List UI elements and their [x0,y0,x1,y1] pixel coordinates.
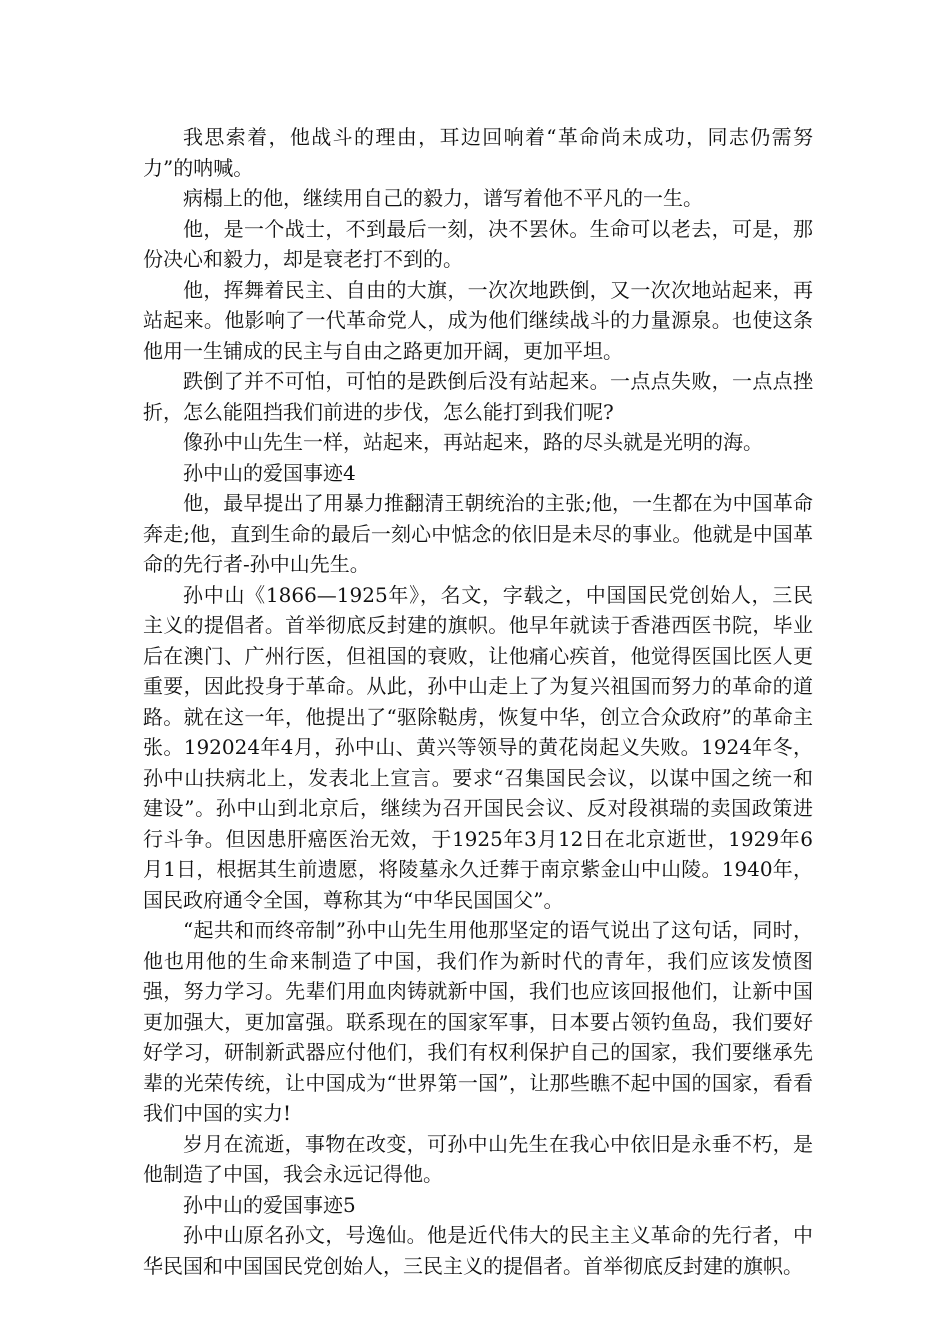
paragraph: 孙中山原名孙文，号逸仙。他是近代伟大的民主主义革命的先行者，中华民国和中国国民党创始人，三民主义的提倡者。首举彻底反封建的旗帜。 [143,1223,813,1278]
paragraph: 跌倒了并不可怕，可怕的是跌倒后没有站起来。一点点失败，一点点挫折，怎么能阻挡我们前进的步伐，怎么能打到我们呢? [143,369,813,424]
paragraph: 他，最早提出了用暴力推翻清王朝统治的主张;他，一生都在为中国革命奔走;他，直到生命的最后一刻心中惦念的依旧是未尽的事业。他就是中国革命的先行者-孙中山先生。 [143,491,813,576]
paragraph: 他，是一个战士，不到最后一刻，决不罢休。生命可以老去，可是，那份决心和毅力，却是衰老打不到的。 [143,216,813,271]
section-heading: 孙中山的爱国事迹5 [183,1192,356,1217]
paragraph: “起共和而终帝制”孙中山先生用他那坚定的语气说出了这句话，同时，他也用他的生命来制造了中国，我们作为新时代的青年，我们应该发愤图强，努力学习。先辈们用血肉铸就新中国，我们也应该回报他们，让新中国更加强大，更加富强。联系现在的国家军事，日本要占领钓鱼岛，我们要好好学习，研制新武器应付他们，我们有权利保护自己的国家，我们要继承先辈的光荣传统，让中国成为“世界第一国”，让那些瞧不起中国的国家，看看我们中国的实力! [143,918,813,1125]
paragraph: 他，挥舞着民主、自由的大旗，一次次地跌倒，又一次次地站起来，再站起来。他影响了一代革命党人，成为他们继续战斗的力量源泉。也使这条他用一生铺成的民主与自由之路更加开阔，更加平坦。 [143,277,813,363]
paragraph: 岁月在流逝，事物在改变，可孙中山先生在我心中依旧是永垂不朽，是他制造了中国，我会永远记得他。 [143,1131,813,1186]
paragraph: 孙中山《1866—1925年》，名文，字载之，中国国民党创始人，三民主义的提倡者。首举彻底反封建的旗帜。他早年就读于香港西医书院，毕业后在澳门、广州行医，但祖国的衰败，让他痛心疾首，他觉得医国比医人更重要，因此投身于革命。从此，孙中山走上了为复兴祖国而努力的革命的道路。就在这一年，他提出了“驱除鞑虏，恢复中华，创立合众政府”的革命主张。192024年4月，孙中山、黄兴等领导的黄花岗起义失败。1924年冬，孙中山扶病北上，发表北上宣言。要求“召集国民会议，以谋中国之统一和建设”。孙中山到北京后，继续为召开国民会议、反对段祺瑞的卖国政策进行斗争。但因患肝癌医治无效，于1925年3月12日在北京逝世，1929年6月1日，根据其生前遗愿，将陵墓永久迁葬于南京紫金山中山陵。1940年，国民政府通令全国，尊称其为“中华民国国父”。 [143,582,813,912]
document-body [143,122,813,1281]
paragraph: 病榻上的他，继续用自己的毅力，谱写着他不平凡的一生。 [183,186,703,210]
section-heading: 孙中山的爱国事迹4 [183,460,356,485]
paragraph: 像孙中山先生一样，站起来，再站起来，路的尽头就是光明的海。 [183,430,763,454]
paragraph: 我思索着，他战斗的理由，耳边回响着“革命尚未成功，同志仍需努力”的呐喊。 [143,125,813,180]
